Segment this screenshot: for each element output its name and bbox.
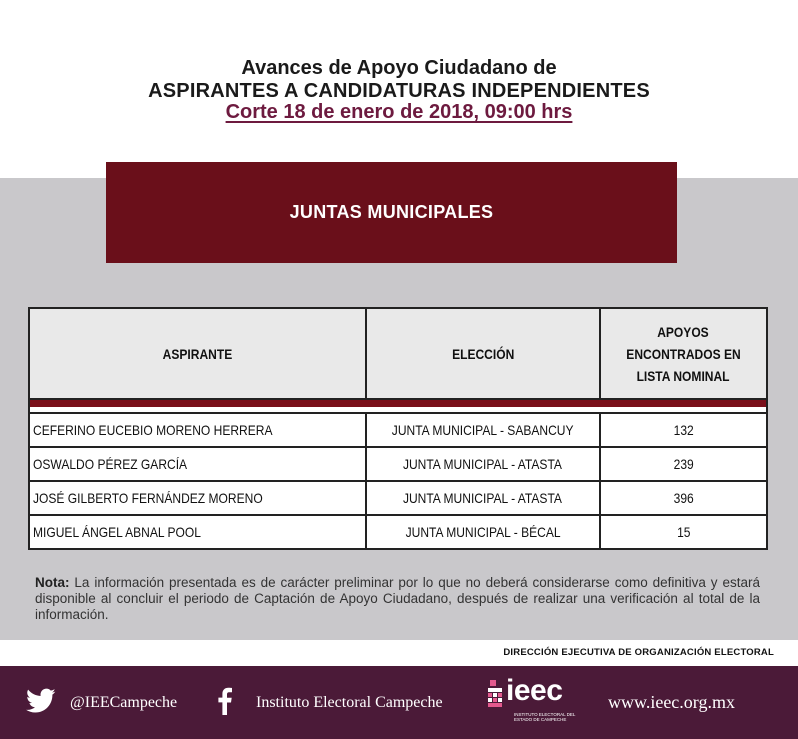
section-banner: JUNTAS MUNICIPALES — [106, 162, 677, 263]
footer — [0, 666, 798, 739]
website-link[interactable]: www.ieec.org.mx — [608, 692, 735, 712]
title-line-2: ASPIRANTES A CANDIDATURAS INDEPENDIENTES — [148, 80, 650, 102]
results-table-container — [28, 307, 768, 549]
direction-label: DIRECCIÓN EJECUTIVA DE ORGANIZACIÓN ELECTORAL — [503, 647, 774, 658]
cell-aspirante: JOSÉ GILBERTO FERNÁNDEZ MORENO — [29, 481, 366, 515]
cell-eleccion: JUNTA MUNICIPAL - ATASTA — [366, 447, 600, 481]
cell-apoyos: 239 — [600, 447, 767, 481]
facebook-f-icon[interactable] — [210, 687, 238, 715]
disclaimer-note — [35, 575, 760, 623]
direction-strip — [0, 640, 798, 666]
cell-eleccion: JUNTA MUNICIPAL - BÉCAL — [366, 515, 600, 549]
twitter-handle[interactable]: @IEECampeche — [70, 693, 178, 711]
table-header-row — [29, 308, 767, 399]
table-row — [29, 481, 767, 515]
header-separator — [29, 399, 767, 407]
results-table — [28, 307, 768, 550]
cell-aspirante: MIGUEL ÁNGEL ABNAL POOL — [29, 515, 366, 549]
header — [0, 0, 798, 178]
cell-apoyos: 15 — [600, 515, 767, 549]
table-row — [29, 413, 767, 447]
header-aspirante: ASPIRANTE — [29, 308, 366, 399]
ieec-mark-icon — [486, 680, 504, 710]
cell-eleccion: JUNTA MUNICIPAL - ATASTA — [366, 481, 600, 515]
table-row — [29, 447, 767, 481]
logo-subtitle: INSTITUTO ELECTORAL DEL ESTADO DE CAMPECHE — [514, 712, 576, 722]
twitter-bird-icon[interactable] — [26, 688, 56, 714]
note-text: La información presentada es de carácter preliminar por lo que no deberá considerarse como definitiva y estará disponible al concluir el periodo de Captación de Apoyo Ciudadano, después de realizar una verificación al total de la información. — [35, 575, 760, 622]
cutoff-date — [0, 100, 798, 124]
title-line-1: Avances de Apoyo Ciudadano de — [241, 57, 557, 79]
cell-eleccion: JUNTA MUNICIPAL - SABANCUY — [366, 413, 600, 447]
logo-wordmark: ieec — [506, 674, 563, 707]
cell-aspirante: CEFERINO EUCEBIO MORENO HERRERA — [29, 413, 366, 447]
note-label: Nota: — [35, 575, 70, 590]
cell-apoyos: 132 — [600, 413, 767, 447]
table-row — [29, 515, 767, 549]
header-apoyos: APOYOS ENCONTRADOS EN LISTA NOMINAL — [600, 308, 767, 399]
cell-aspirante: OSWALDO PÉREZ GARCÍA — [29, 447, 366, 481]
cutoff-date-text: Corte 18 de enero de 2018, 09:00 hrs — [225, 101, 573, 123]
facebook-name[interactable]: Instituto Electoral Campeche — [256, 693, 443, 711]
cell-apoyos: 396 — [600, 481, 767, 515]
header-eleccion: ELECCIÓN — [366, 308, 600, 399]
ieec-logo — [484, 676, 580, 728]
